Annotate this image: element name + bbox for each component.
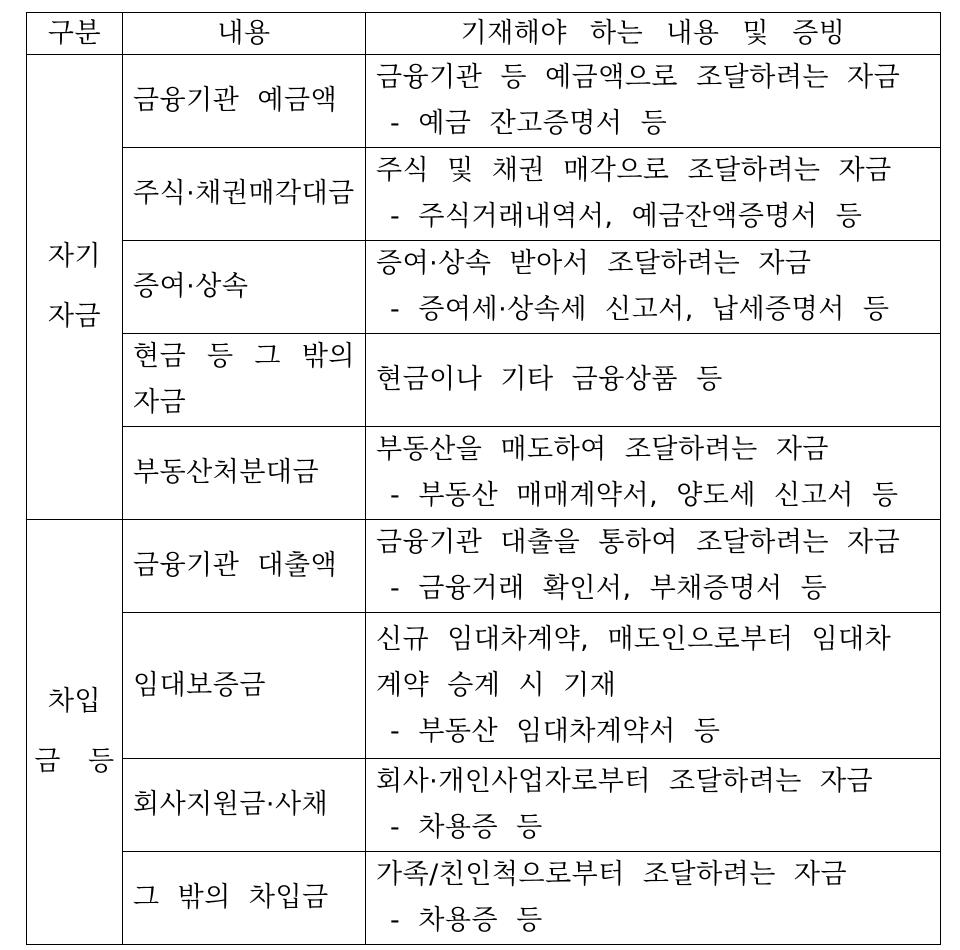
description-cell: [366, 334, 941, 427]
table-row: [27, 427, 941, 520]
table-row: [27, 520, 941, 613]
description-text: 증여·상속 받아서 조달하려는 자금: [376, 248, 812, 279]
item-label: 증여·상속: [133, 271, 249, 302]
group-label-line: 자금: [47, 301, 102, 332]
proof-text: - 차용증 등: [390, 905, 543, 936]
description-cell: [366, 148, 941, 241]
item-label: 회사지원금·사채: [133, 789, 329, 820]
header-content: 내용: [123, 13, 366, 55]
item-cell: [123, 852, 366, 945]
group-label-own-funds: [27, 55, 123, 520]
description-text: 가족/친인척으로부터 조달하려는 자금: [376, 859, 848, 890]
table-header-row: [27, 13, 941, 55]
proof-text: - 예금 잔고증명서 등: [390, 108, 668, 139]
proof-text: - 차용증 등: [390, 812, 543, 843]
item-label: 금융기관 대출액: [133, 550, 338, 581]
description-cell: [366, 759, 941, 852]
table-row: [27, 148, 941, 241]
item-label: 주식·채권매각대금: [133, 178, 355, 209]
header-required-details: 기재해야 하는 내용 및 증빙: [366, 13, 941, 55]
table-row: [27, 852, 941, 945]
description-text: 금융기관 대출을 통하여 조달하려는 자금: [376, 527, 901, 558]
item-label: 부동산처분대금: [133, 457, 320, 488]
group-label-line: 차입: [47, 686, 102, 717]
description-cell: [366, 55, 941, 148]
item-cell: [123, 613, 366, 759]
proof-text: - 부동산 임대차계약서 등: [390, 715, 721, 747]
funding-source-table: [26, 12, 941, 945]
description-text: 주식 및 채권 매각으로 조달하려는 자금: [376, 155, 892, 186]
table-row: [27, 55, 941, 148]
group-label-borrowings: [27, 520, 123, 945]
header-category: 구분: [27, 13, 123, 55]
description-text: 현금이나 기타 금융상품 등: [376, 364, 723, 395]
description-text: 부동산을 매도하여 조달하려는 자금: [376, 434, 829, 465]
item-cell: [123, 759, 366, 852]
item-cell: [123, 427, 366, 520]
table-row: [27, 334, 941, 427]
group-label-line: 자기: [47, 241, 102, 272]
item-cell: [123, 55, 366, 148]
item-label: 임대보증금: [133, 669, 266, 701]
item-label: 그 밖의 차입금: [133, 882, 329, 913]
item-cell: [123, 241, 366, 334]
proof-text: - 금융거래 확인서, 부채증명서 등: [390, 573, 828, 604]
proof-text: - 부동산 매매계약서, 양도세 신고서 등: [390, 480, 899, 511]
description-text: 계약 승계 시 기재: [376, 669, 617, 701]
proof-text: - 주식거래내역서, 예금잔액증명서 등: [390, 201, 863, 232]
table-row: [27, 241, 941, 334]
description-text: 신규 임대차계약, 매도인으로부터 임대차: [376, 623, 892, 655]
description-cell: [366, 427, 941, 520]
description-cell: [366, 852, 941, 945]
description-cell: [366, 241, 941, 334]
item-cell: [123, 148, 366, 241]
item-label: 현금 등 그 밖의 자금: [133, 341, 355, 418]
item-cell: [123, 334, 366, 427]
table-row: [27, 613, 941, 759]
description-cell: [366, 613, 941, 759]
item-cell: [123, 520, 366, 613]
proof-text: - 증여세·상속세 신고서, 납세증명서 등: [390, 294, 890, 325]
table-row: [27, 759, 941, 852]
description-text: 금융기관 등 예금액으로 조달하려는 자금: [376, 62, 901, 93]
group-label-line: 금 등: [34, 746, 115, 777]
item-label: 금융기관 예금액: [133, 85, 338, 116]
description-text: 회사·개인사업자로부터 조달하려는 자금: [376, 766, 874, 797]
description-cell: [366, 520, 941, 613]
